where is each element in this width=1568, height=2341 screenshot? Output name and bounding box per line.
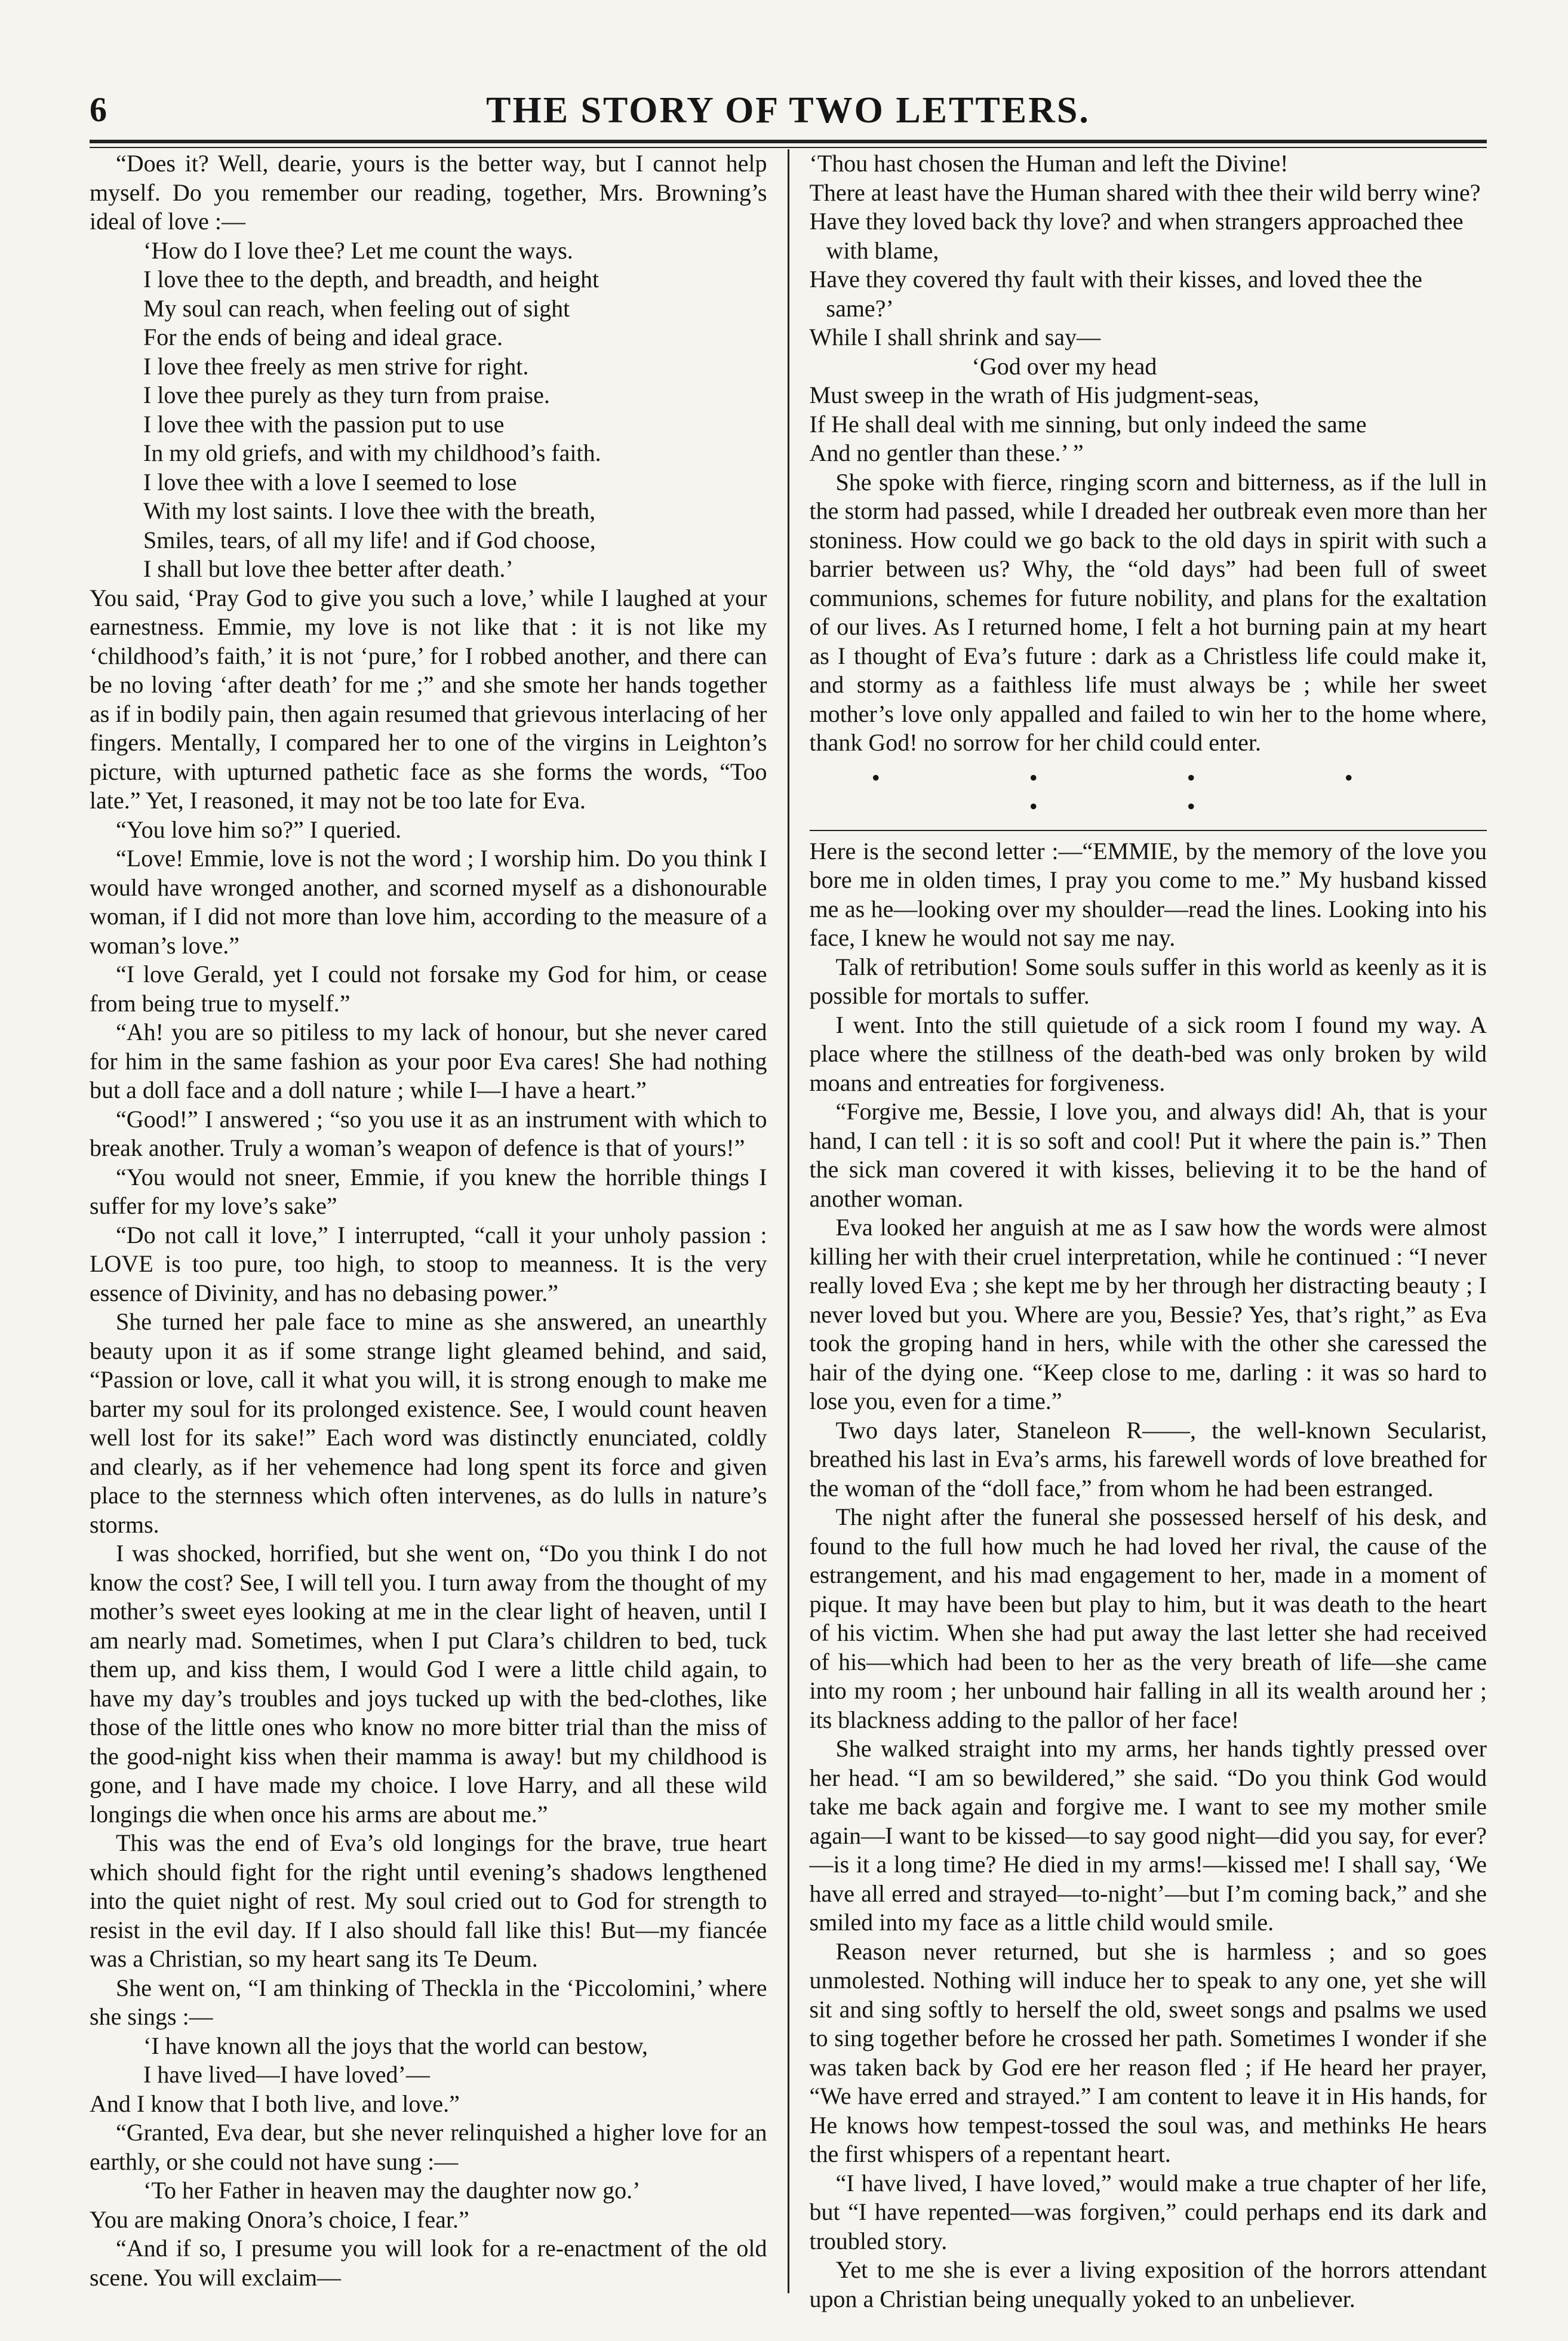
- verse-line: Have they loved back thy love? and when strangers approached thee with blame,: [809, 208, 1464, 264]
- verse-line: And no gentler than these.’ ”: [809, 439, 1084, 466]
- paragraph: “You would not sneer, Emmie, if you knew the horrible things I suffer for my love’s sake”: [90, 1163, 767, 1219]
- paragraph: “I have lived, I have loved,” would make a true chapter of her life, but “I have repented—was forgiven,” could perhaps end its dark and troubled story.: [809, 2169, 1487, 2254]
- paragraph: I was shocked, horrified, but she went on, “Do you think I do not know the cost? See, I will tell you. I turn away from the thought of my mother’s sweet eyes looking at me in the clear light of heaven, until I am nearly mad. Sometimes, when I put Clara’s children to bed, tuck them up, and kiss them, I would God I were a little child again, to have my day’s troubles and joys tucked up with the bed-clothes, like those of the little ones who know no more bitter trial than the miss of the good-night kiss when their mamma is away! but my childhood is gone, and I have made my choice. I love Harry, and all these wild longings die when once his arms are about me.”: [90, 1540, 767, 1828]
- left-column: [90, 149, 788, 2293]
- paragraph: “You love him so?” I queried.: [116, 816, 402, 843]
- paragraph: Reason never returned, but she is harmless ; and so goes unmolested. Nothing will induce her to speak to any one, yet she will sit and sing softly to herself the old, sweet songs and psalms we used to sing together before he crossed her path. Sometimes I wonder if she was taken back by God ere her reason fled ; if He heard her prayer, “We have erred and strayed.” I am content to leave it in His hands, for He knows how tempest-tossed the soul was, and methinks He hears the first whispers of a repentant heart.: [809, 1937, 1487, 2167]
- verse-line: While I shall shrink and say—: [809, 324, 1101, 350]
- paragraph: “Ah! you are so pitiless to my lack of honour, but she never cared for him in the same fashion as your poor Eva cares! She had nothing but a doll face and a doll nature ; while I—I have a heart.”: [90, 1019, 767, 1103]
- header-rule-thin: [90, 147, 1487, 148]
- verse-line: I love thee freely as men strive for right.: [143, 352, 529, 380]
- verse-line: ‘To her Father in heaven may the daughter now go.’: [143, 2177, 641, 2204]
- page-number: 6: [90, 90, 107, 129]
- verse-line: Smiles, tears, of all my life! and if God choose,: [143, 526, 596, 553]
- paragraph: “Love! Emmie, love is not the word ; I worship him. Do you think I would have wronged another, and scorned myself as a dishonourable woman, if I did not more than love him, according to the measure of a woman’s love.”: [90, 845, 767, 959]
- verse-line: I love thee to the depth, and breadth, and height: [143, 266, 599, 293]
- verse-line: In my old griefs, and with my childhood’s faith.: [143, 439, 601, 466]
- paragraph: She spoke with fierce, ringing scorn and bitterness, as if the lull in the storm had passed, while I dreaded her outbreak even more than her stoniness. How could we go back to the old days in spirit with such a barrier between us? Why, the “old days” had been full of sweet communions, schemes for future nobility, and plans for the exaltation of our lives. As I returned home, I felt a hot burning pain at my heart as I thought of Eva’s future : dark as a Christless life could make it, and stormy as a faithless life must always be ; while her sweet mother’s love only appalled and failed to win her to the home where, thank God! no sorrow for her child could enter.: [809, 468, 1487, 756]
- text-columns: [90, 149, 1487, 2312]
- verse-line: With my lost saints. I love thee with the breath,: [143, 497, 596, 524]
- verse-line: I love thee with the passion put to use: [143, 410, 505, 438]
- paragraph: Two days later, Staneleon R——, the well-known Secularist, breathed his last in Eva’s arms, his farewell words of love breathed for the woman of the “doll face,” from whom he had been estranged.: [809, 1416, 1487, 1502]
- paragraph: Here is the second letter :—“EMMIE, by the memory of the love you bore me in olden times, I pray you come to me.” My husband kissed me as he—looking over my shoulder—read the lines. Looking into his face, I knew he would not say me nay.: [809, 837, 1487, 951]
- poem-theckla: [90, 2032, 767, 2090]
- verse-line: I love thee purely as they turn from praise.: [143, 382, 550, 408]
- verse-line: ‘God over my head: [971, 352, 1157, 380]
- poem-onora: [810, 149, 1487, 468]
- page-header: [90, 90, 1487, 137]
- poem-browning: [90, 236, 767, 584]
- paragraph: “Granted, Eva dear, but she never relinquished a higher love for an earthly, or she could not have sung :—: [90, 2119, 767, 2175]
- header-rule-thick: [90, 140, 1487, 143]
- verse-line: I shall but love thee better after death.’: [143, 555, 514, 582]
- verse-line: Must sweep in the wrath of His judgment-seas,: [809, 382, 1259, 408]
- paragraph: “Does it? Well, dearie, yours is the better way, but I cannot help myself. Do you remember our reading, together, Mrs. Browning’s ideal of love :—: [90, 150, 767, 235]
- paragraph: I went. Into the still quietude of a sick room I found my way. A place where the stillness of the death-bed was only broken by wild moans and entreaties for forgiveness.: [809, 1011, 1487, 1096]
- verse-line: Have they covered thy fault with their kisses, and loved thee the same?’: [809, 266, 1422, 322]
- paragraph: She went on, “I am thinking of Theckla in the ‘Piccolomini,’ where she sings :—: [90, 1974, 767, 2030]
- running-title: THE STORY OF TWO LETTERS.: [486, 90, 1090, 131]
- paragraph: Eva looked her anguish at me as I saw how the words were almost killing her with their cruel interpretation, while he continued : “I never really loved Eva ; she kept me by her through her distracting beauty ; I never loved but you. Where are you, Bessie? Yes, that’s right,” as Eva took the groping hand in hers, while with the other she caressed the hair of the dying one. “Keep close to me, darling : it was so hard to lose you, even for a time.”: [809, 1214, 1487, 1414]
- verse-line: I have lived—I have loved’—: [143, 2061, 430, 2088]
- verse-line: If He shall deal with me sinning, but only indeed the same: [809, 410, 1367, 438]
- paragraph: You are making Onora’s choice, I fear.”: [90, 2205, 469, 2233]
- paragraph: You said, ‘Pray God to give you such a love,’ while I laughed at your earnestness. Emmie, my love is not like that : it is not like my ‘childhood’s faith,’ it is not ‘pure,’ for I robbed another, and there can be no loving ‘after death’ for me ;” and she smote her hands together as if in bodily pain, then again resumed that grievous interlacing of her fingers. Mentally, I compared her to one of the virgins in Leighton’s picture, with upturned pathetic face as she forms the words, “Too late.” Yet, I reasoned, it may not be too late for Eva.: [90, 584, 767, 814]
- paragraph: “Good!” I answered ; “so you use it as an instrument with which to break another. Truly a woman’s weapon of defence is that of yours!”: [90, 1105, 767, 1161]
- paragraph: Talk of retribution! Some souls suffer in this world as keenly as it is possible for mortals to suffer.: [809, 953, 1487, 1009]
- verse-line: ‘Thou hast chosen the Human and left the Divine!: [809, 150, 1289, 177]
- paragraph: Yet to me she is ever a living exposition of the horrors attendant upon a Christian being unequally yoked to an unbeliever.: [809, 2256, 1487, 2312]
- paragraph: She walked straight into my arms, her hands tightly pressed over her head. “I am so bewildered,” she said. “Do you think God would take me back again and forgive me. I want to see my mother smile again—I want to be kissed—to say good night—did you say, for ever?—is it a long time? He died in my arms!—kissed me! I shall say, ‘We have all erred and strayed—to-night’—but I’m coming back,” and she smiled into my face as a little child would smile.: [809, 1735, 1487, 1936]
- paragraph: And I know that I both live, and love.”: [90, 2090, 460, 2117]
- verse-line: There at least have the Human shared with thee their wild berry wine?: [809, 179, 1481, 206]
- verse-line: I love thee with a love I seemed to lose: [143, 468, 517, 496]
- paragraph: “I love Gerald, yet I could not forsake my God for him, or cease from being true to myself.”: [90, 961, 767, 1017]
- paragraph: “Forgive me, Bessie, I love you, and always did! Ah, that is your hand, I can tell : it is so soft and cool! Put it where the pain is.” Then the sick man covered it with kisses, believing it to be the hand of another woman.: [809, 1098, 1487, 1212]
- paragraph: “Do not call it love,” I interrupted, “call it your unholy passion : LOVE is too pure, too high, to stoop to meanness. It is the very essence of Divinity, and has no debasing power.”: [90, 1221, 767, 1306]
- verse-line: ‘I have known all the joys that the world can bestow,: [143, 2032, 648, 2059]
- section-break-stars: • • • • • •: [871, 764, 1425, 820]
- poem-father: [90, 2176, 767, 2205]
- paragraph: She turned her pale face to mine as she answered, an unearthly beauty upon it as if some strange light gleamed behind, and said, “Passion or love, call it what you will, it is strong enough to make me barter my soul for its prolonged existence. See, I would count heaven well lost for its sake!” Each word was distinctly enunciated, coldly and clearly, as if her vehemence had long spent its force and given place to the sternness which often intervenes, as do lulls in nature’s storms.: [90, 1308, 767, 1538]
- verse-line: My soul can reach, when feeling out of sight: [143, 294, 570, 322]
- right-column: [789, 149, 1487, 2312]
- paragraph: “And if so, I presume you will look for a re-enactment of the old scene. You will exclaim—: [90, 2235, 767, 2291]
- verse-line: For the ends of being and ideal grace.: [143, 324, 503, 350]
- paragraph: The night after the funeral she possessed herself of his desk, and found to the full how much he had loved her rival, the cause of the estrangement, and his mad engagement to her, made in a moment of pique. It may have been but play to him, but it was death to the heart of his victim. When she had put away the last letter she had received of his—which had been to her as the very breath of life—she came into my room ; her unbound hair falling in all its wealth around her ; its blackness adding to the pallor of her face!: [809, 1503, 1487, 1733]
- section-rule: [810, 830, 1487, 831]
- paragraph: This was the end of Eva’s old longings for the brave, true heart which should fight for the right until evening’s shadows lengthened into the quiet night of rest. My soul cried out to God for strength to resist in the evil day. If I also should fall like this! But—my fiancée was a Christian, so my heart sang its Te Deum.: [90, 1829, 767, 1972]
- verse-line: ‘How do I love thee? Let me count the ways.: [143, 236, 573, 264]
